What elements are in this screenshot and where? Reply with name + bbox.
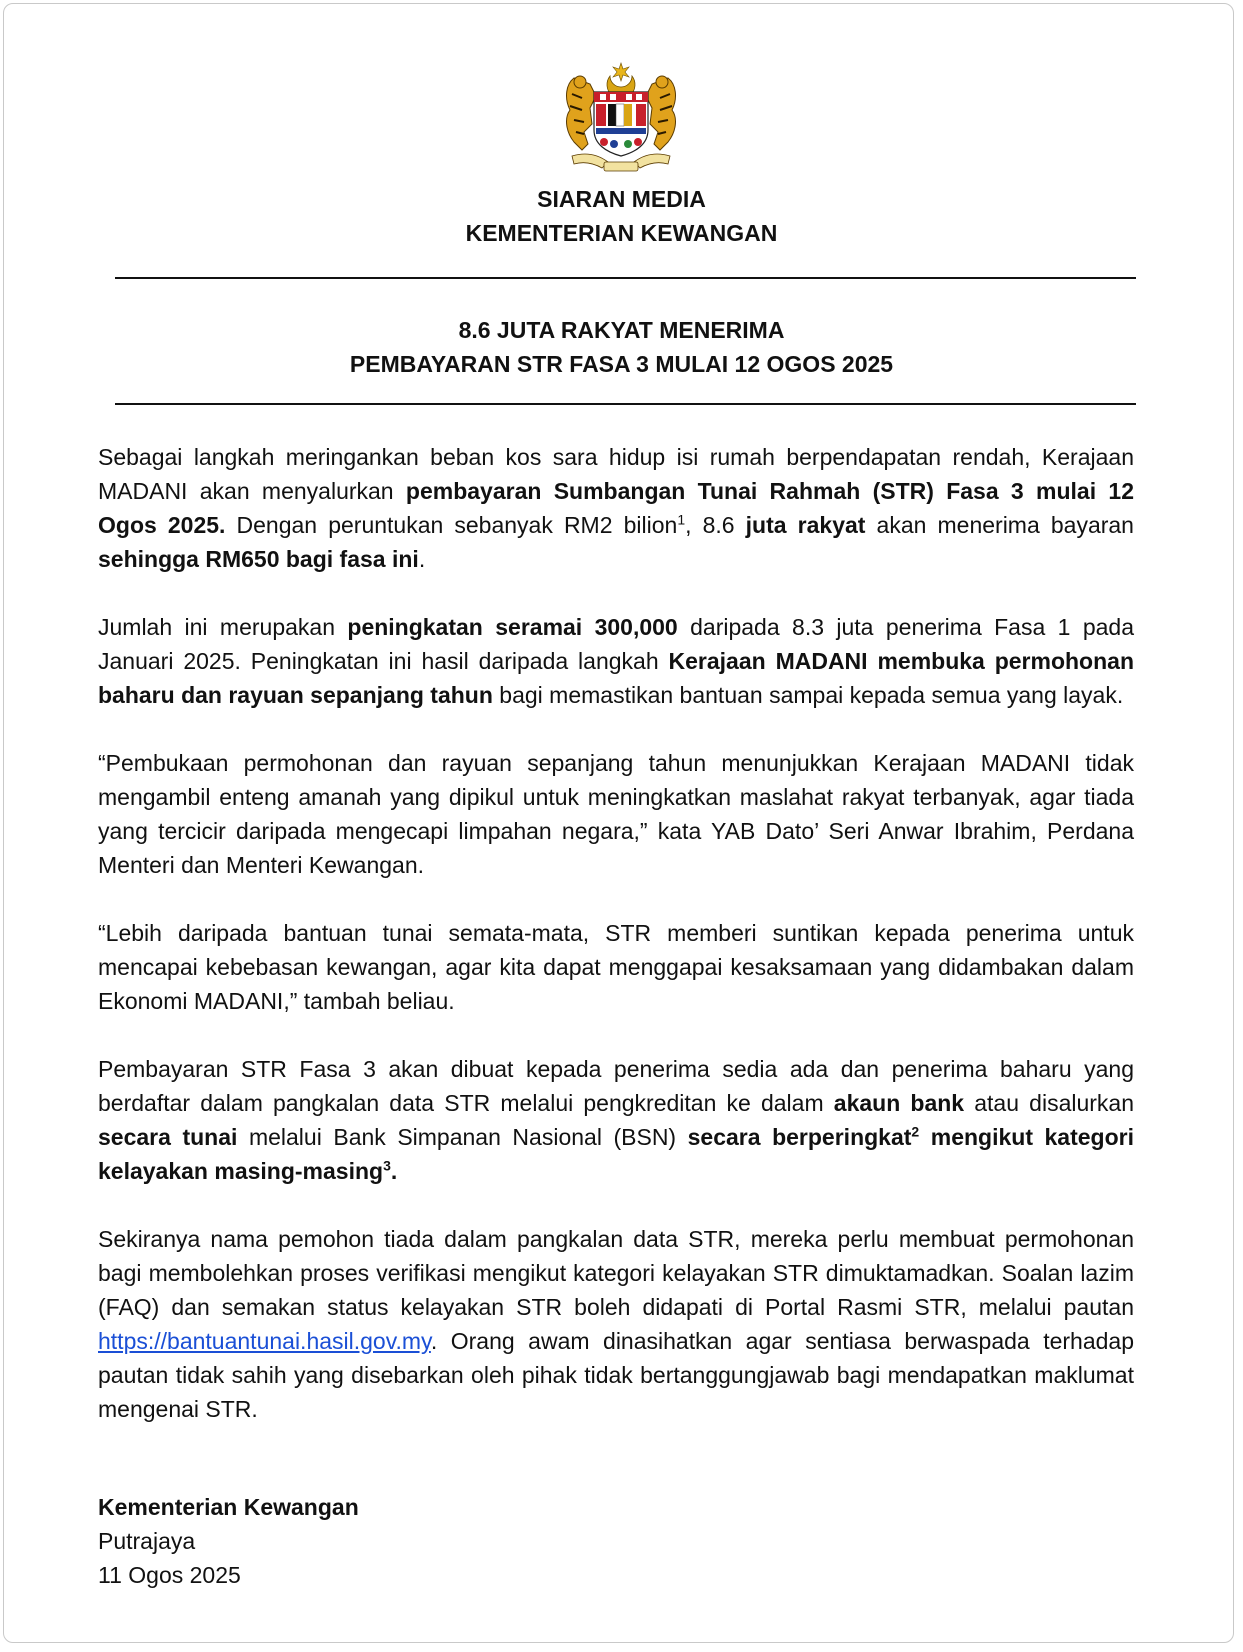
signoff-org: Kementerian Kewangan bbox=[98, 1494, 359, 1520]
paragraph-5 bbox=[98, 1052, 1134, 1188]
p6-text-a: Sekiranya nama pemohon tiada dalam pangkalan data STR, mereka perlu membuat permohonan bagi membolehkan proses verifikasi mengikut kategori kelayakan STR dimuktamadkan. Soalan lazim (FAQ) dan semakan status kelayakan STR boleh didapati di Portal Rasmi STR, melalui pautan bbox=[98, 1226, 1134, 1320]
header-line-2: KEMENTERIAN KEWANGAN bbox=[465, 220, 778, 246]
p1-bold-b: pembayaran Sumbangan Tunai Rahmah (STR) Fasa 3 mulai 12 Ogos 2025. bbox=[98, 478, 1134, 538]
p5-bold-g: mengikut kategori kelayakan masing-masing bbox=[98, 1124, 1134, 1184]
p5-text-e: melalui Bank Simpanan Nasional (BSN) bbox=[237, 1124, 688, 1150]
title-line-2: PEMBAYARAN STR FASA 3 MULAI 12 OGOS 2025 bbox=[349, 351, 894, 377]
signoff bbox=[98, 1490, 359, 1592]
p2-bold-b: peningkatan seramai 300,000 bbox=[347, 614, 678, 640]
paragraph-6 bbox=[98, 1222, 1134, 1426]
p5-bold-h: . bbox=[390, 1158, 398, 1184]
paragraph-4: “Lebih daripada bantuan tunai semata-mata, STR memberi suntikan kepada penerima untuk mencapai kebebasan kewangan, agar kita dapat menggapai kesaksamaan yang didambakan dalam Ekonomi MADANI,” tambah beliau. bbox=[98, 920, 1134, 1014]
p2-bold-d: Kerajaan MADANI membuka permohonan baharu dan rayuan sepanjang tahun bbox=[98, 648, 1134, 708]
p2-text-e: bagi memastikan bantuan sampai kepada semua yang layak. bbox=[492, 682, 1124, 708]
p1-bold-e: juta rakyat bbox=[745, 512, 866, 538]
paragraph-3: “Pembukaan permohonan dan rayuan sepanjang tahun menunjukkan Kerajaan MADANI tidak mengambil enteng amanah yang dipikul untuk meningkatkan maslahat rakyat terbanyak, agar tiada yang tercicir daripada mengecapi limpahan negara,” kata YAB Dato’ Seri Anwar Ibrahim, Perdana Menteri dan Menteri Kewangan. bbox=[98, 750, 1134, 878]
malaysia-coat-of-arms-icon bbox=[552, 58, 690, 180]
page-title bbox=[0, 313, 1243, 381]
p1-text-h: . bbox=[418, 546, 426, 572]
footnote-ref-1: 1 bbox=[677, 511, 686, 528]
p1-text-f: akan menerima bayaran bbox=[865, 512, 1134, 538]
p2-text-c: daripada 8.3 juta penerima Fasa 1 pada Januari 2025. Peningkatan ini hasil daripada langkah bbox=[98, 614, 1134, 674]
press-body bbox=[98, 440, 1134, 1460]
p1-bold-g: sehingga RM650 bagi fasa ini bbox=[98, 546, 419, 572]
divider-bottom bbox=[115, 403, 1136, 405]
p5-text-a: Pembayaran STR Fasa 3 akan dibuat kepada penerima sedia ada dan penerima baharu yang berdaftar dalam pangkalan data STR melalui pengkreditan ke dalam bbox=[98, 1056, 1134, 1116]
p5-bold-f: secara berperingkat bbox=[687, 1124, 912, 1150]
paragraph-1 bbox=[98, 440, 1134, 576]
divider-top bbox=[115, 277, 1136, 279]
footnote-ref-3: 3 bbox=[383, 1157, 391, 1174]
p1-text-c: Dengan peruntukan sebanyak RM2 bilion bbox=[225, 512, 678, 538]
signoff-place: Putrajaya bbox=[98, 1528, 196, 1554]
p1-text-d: , 8.6 bbox=[685, 512, 746, 538]
signoff-date: 11 Ogos 2025 bbox=[98, 1562, 241, 1588]
str-portal-link[interactable]: https://bantuantunai.hasil.gov.my bbox=[98, 1328, 431, 1354]
title-line-1: 8.6 JUTA RAKYAT MENERIMA bbox=[458, 317, 785, 343]
p5-bold-d: secara tunai bbox=[98, 1124, 238, 1150]
p1-text-a: Sebagai langkah meringankan beban kos sara hidup isi rumah berpendapatan rendah, Kerajaan MADANI akan menyalurkan bbox=[98, 444, 1134, 504]
header-line-1: SIARAN MEDIA bbox=[537, 186, 706, 212]
p6-text-b: . Orang awam dinasihatkan agar sentiasa berwaspada terhadap pautan tidak sahih yang disebarkan oleh pihak tidak bertanggungjawab bagi mendapatkan maklumat mengenai STR. bbox=[98, 1328, 1134, 1422]
p2-text-a: Jumlah ini merupakan bbox=[98, 614, 348, 640]
header bbox=[0, 182, 1243, 250]
paragraph-2 bbox=[98, 610, 1134, 712]
p5-text-c: atau disalurkan bbox=[964, 1090, 1134, 1116]
p5-bold-b: akaun bank bbox=[833, 1090, 965, 1116]
footnote-ref-2: 2 bbox=[911, 1123, 920, 1140]
